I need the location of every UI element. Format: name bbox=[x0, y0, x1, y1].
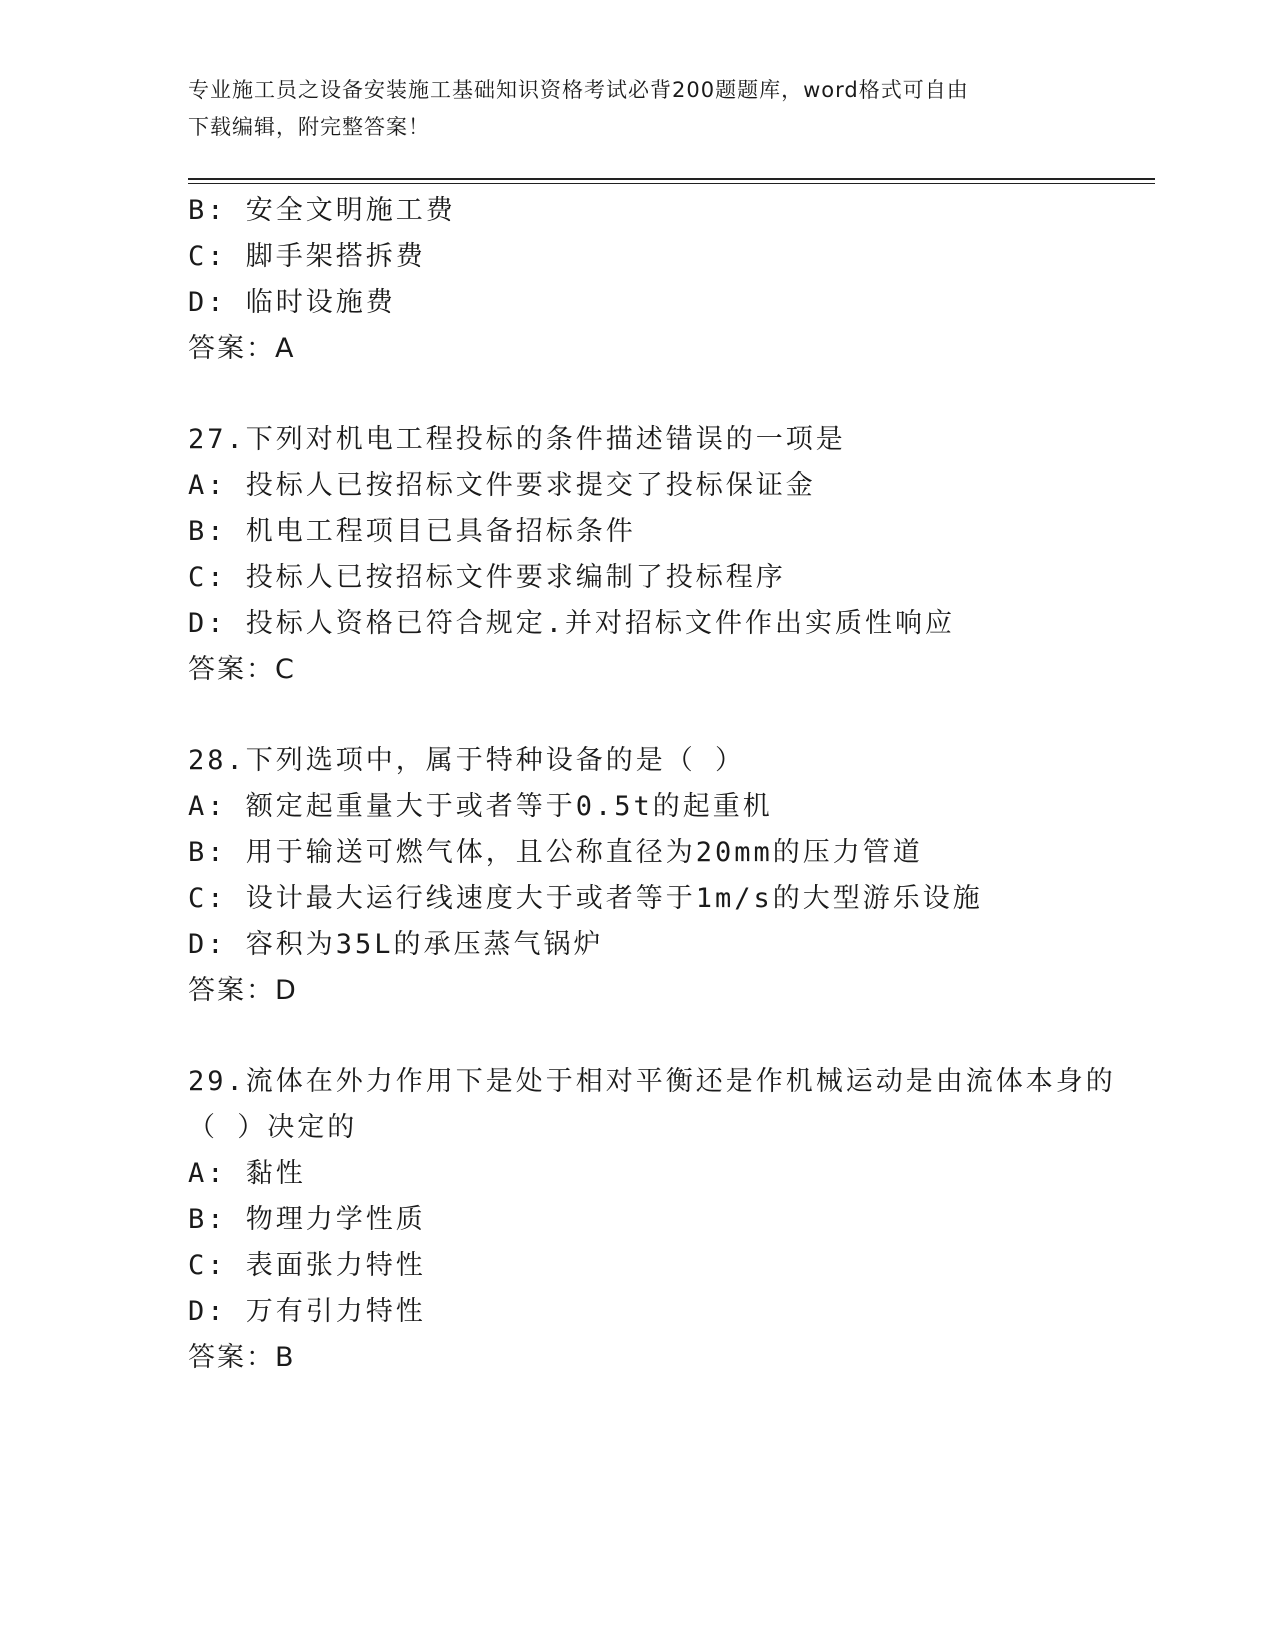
answer: 答案：D bbox=[188, 975, 298, 1006]
option-c: C: 脚手架搭拆费 bbox=[188, 241, 426, 272]
option-b: B: 物理力学性质 bbox=[188, 1204, 426, 1235]
question-spacer bbox=[188, 693, 1128, 738]
option-c: C: 表面张力特性 bbox=[188, 1250, 426, 1281]
option-b: B: 用于输送可燃气体，且公称直径为20mm的压力管道 bbox=[188, 837, 923, 868]
question-text-line-1: 29.流体在外力作用下是处于相对平衡还是作机械运动是由流体本身的 bbox=[188, 1066, 1116, 1097]
option-d: D: 万有引力特性 bbox=[188, 1296, 426, 1327]
header-divider-thin bbox=[188, 183, 1155, 184]
question-text-line-2: （ ）决定的 bbox=[188, 1112, 358, 1143]
page-header bbox=[188, 72, 1068, 146]
question-spacer bbox=[188, 372, 1128, 417]
question-27 bbox=[188, 417, 1128, 693]
option-d: D: 投标人资格已符合规定.并对招标文件作出实质性响应 bbox=[188, 608, 956, 639]
option-a: A: 投标人已按招标文件要求提交了投标保证金 bbox=[188, 470, 816, 501]
header-title-line-1: 专业施工员之设备安装施工基础知识资格考试必背200题题库，word格式可自由 bbox=[188, 78, 969, 102]
answer: 答案：C bbox=[188, 654, 296, 685]
option-b: B: 机电工程项目已具备招标条件 bbox=[188, 516, 636, 547]
option-c: C: 设计最大运行线速度大于或者等于1m/s的大型游乐设施 bbox=[188, 883, 983, 914]
answer: 答案：B bbox=[188, 1342, 296, 1373]
question-list bbox=[188, 188, 1128, 1381]
option-c: C: 投标人已按招标文件要求编制了投标程序 bbox=[188, 562, 786, 593]
answer: 答案：A bbox=[188, 333, 296, 364]
option-d: D: 容积为35L的承压蒸气锅炉 bbox=[188, 929, 604, 960]
header-title-line-2: 下载编辑，附完整答案！ bbox=[188, 115, 430, 139]
question-text: 27.下列对机电工程投标的条件描述错误的一项是 bbox=[188, 424, 846, 455]
question-29 bbox=[188, 1059, 1128, 1381]
header-divider-thick bbox=[188, 178, 1155, 180]
option-b: B: 安全文明施工费 bbox=[188, 195, 456, 226]
option-a: A: 额定起重量大于或者等于0.5t的起重机 bbox=[188, 791, 773, 822]
question-28 bbox=[188, 738, 1128, 1014]
question-26-continued bbox=[188, 188, 1128, 372]
question-text: 28.下列选项中，属于特种设备的是（ ） bbox=[188, 745, 746, 776]
option-a: A: 黏性 bbox=[188, 1158, 306, 1189]
option-d: D: 临时设施费 bbox=[188, 287, 396, 318]
question-spacer bbox=[188, 1014, 1128, 1059]
